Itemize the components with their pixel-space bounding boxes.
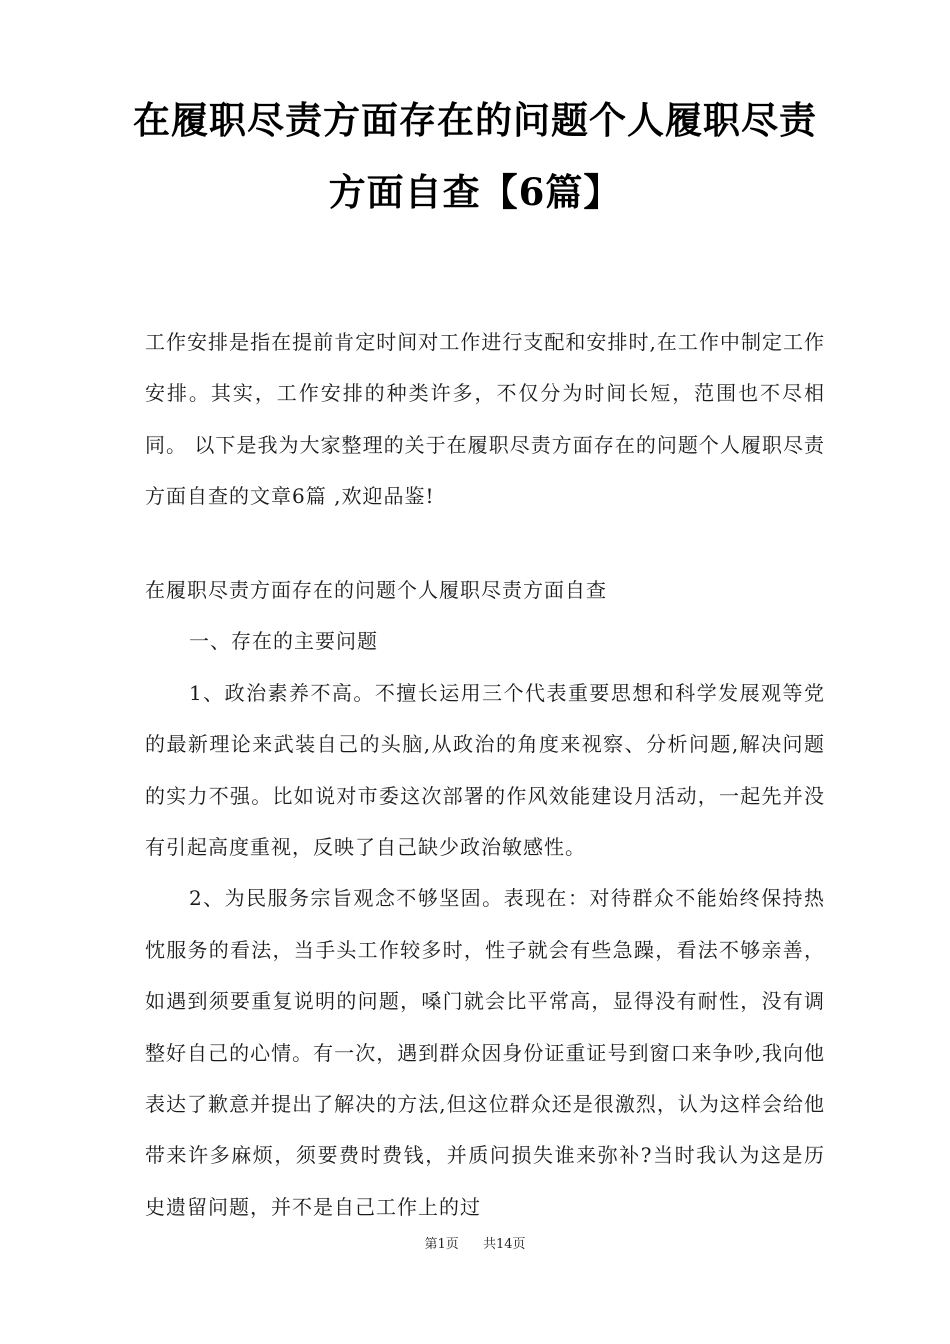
page-total: 共14页 (483, 1237, 526, 1252)
document-title-line-2: 方面自查【6篇】 (328, 170, 622, 214)
section-block (145, 565, 825, 1233)
body-paragraph-2: 2、为民服务宗旨观念不够坚固。表现在：对待群众不能始终保持热忱服务的看法，当手头工作较多时，性子就会有些急躁，看法不够亲善，如遇到须要重复说明的问题，嗓门就会比平常高，显得没有耐性，没有调整好自己的心情。有一次，遇到群众因身份证重证号到窗口来争吵,我向他表达了歉意并提出了解决的方法,但这位群众还是很激烈，认为这样会给他带来许多麻烦，须要费时费钱，并质问损失谁来弥补?当时我认为这是历史遗留问题，并不是自己工作上的过 (145, 886, 825, 1219)
subheading: 一、存在的主要问题 (189, 629, 378, 654)
document-title-line-1: 在履职尽责方面存在的问题个人履职尽责 (133, 98, 817, 142)
section-heading: 在履职尽责方面存在的问题个人履职尽责方面自查 (145, 578, 607, 602)
page-number: 第1页 (424, 1237, 459, 1252)
body-paragraph-1: 1、政治素养不高。不擅长运用三个代表重要思想和科学发展观等党的最新理论来武装自己的头脑,从政治的角度来视察、分析问题,解决问题的实力不强。比如说对市委这次部署的作风效能建设月活动，一起先并没有引起高度重视，反映了自己缺少政治敏感性。 (145, 680, 825, 860)
page-footer (0, 1233, 950, 1252)
intro-paragraph: 工作安排是指在提前肯定时间对工作进行支配和安排时,在工作中制定工作安排。其实，工作安排的种类许多，不仅分为时间长短，范围也不尽相同。 以下是我为大家整理的关于在履职尽责方面存在的问题个人履职尽责方面自查的文章6篇 ,欢迎品鉴! (145, 330, 825, 509)
intro-block (145, 317, 825, 523)
